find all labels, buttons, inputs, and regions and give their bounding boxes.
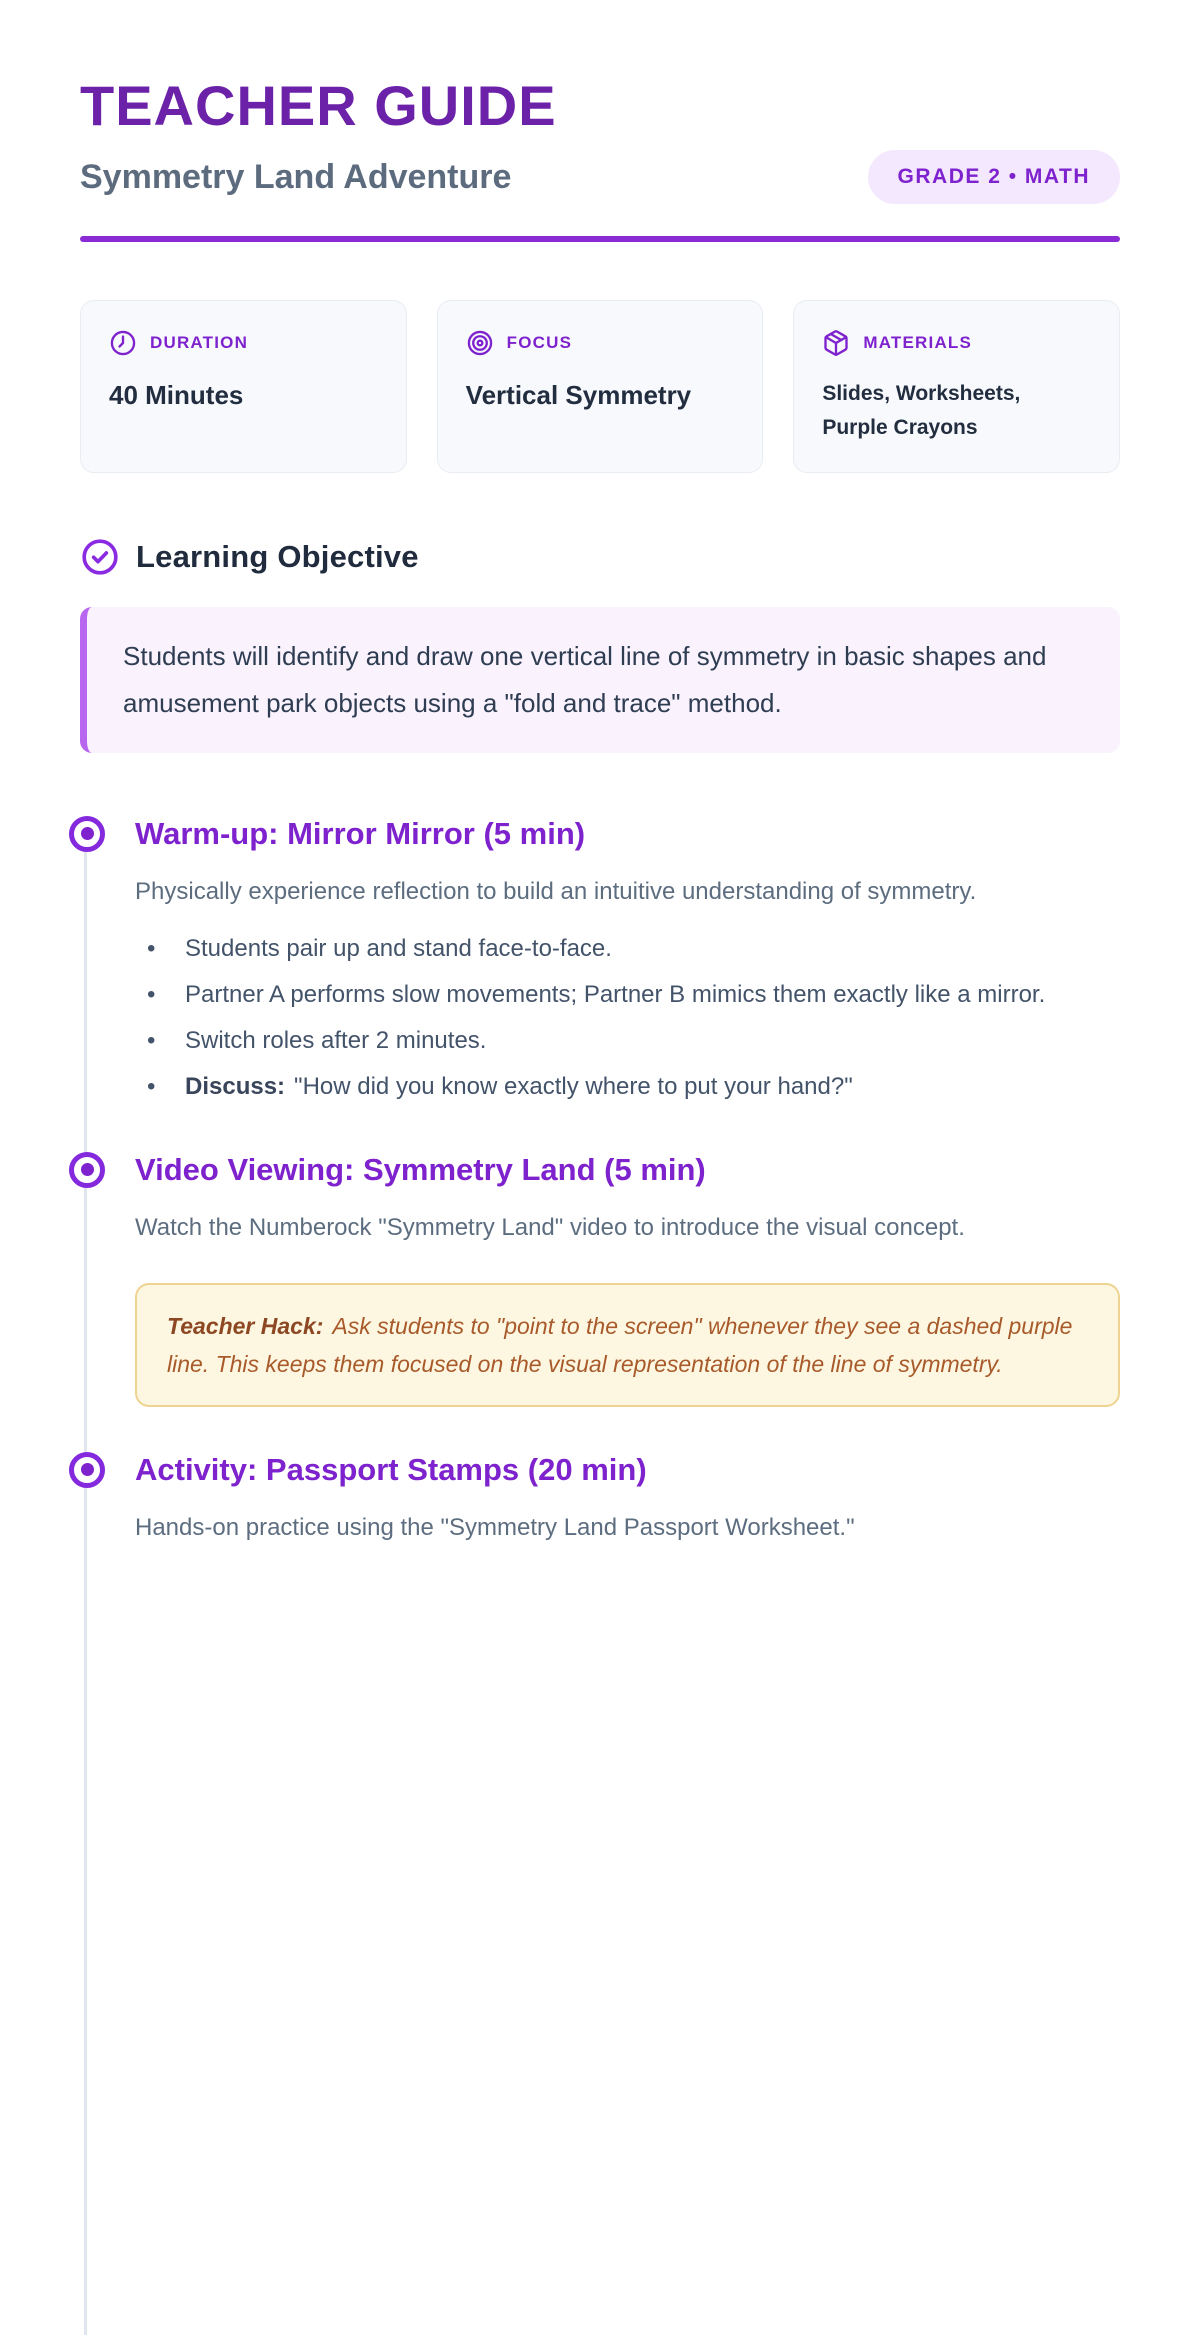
target-icon [466, 329, 494, 357]
materials-value: Slides, Worksheets, Purple Crayons [822, 382, 1021, 439]
check-circle-icon [80, 537, 120, 577]
focus-card-header [466, 329, 735, 357]
section-warm-up [80, 815, 1120, 1107]
duration-card [80, 300, 407, 473]
lesson-subtitle: Symmetry Land Adventure [80, 157, 512, 196]
timeline-marker-icon [69, 1152, 105, 1188]
list-item: • Students pair up and stand face-to-face. [147, 929, 1120, 969]
list-item: • Discuss: "How did you know exactly where to put your hand?" [147, 1067, 1120, 1107]
learning-objective-box [80, 607, 1120, 753]
marker-dot [81, 827, 94, 840]
learning-objective-title: Learning Objective [136, 539, 419, 575]
warm-up-description: Physically experience reflection to build an intuitive understanding of symmetry. [135, 877, 977, 905]
clock-icon [109, 329, 137, 357]
header-divider [80, 236, 1120, 242]
activity-title: Activity: Passport Stamps (20 min) [135, 1451, 647, 1487]
focus-value: Vertical Symmetry [465, 380, 692, 410]
learning-objective-header [80, 537, 1120, 577]
video-viewing-description: Watch the Numberock "Symmetry Land" video to introduce the visual concept. [135, 1213, 965, 1241]
materials-card [793, 300, 1120, 473]
info-cards-row [80, 300, 1120, 473]
lesson-timeline [80, 815, 1120, 1543]
marker-dot [81, 1163, 94, 1176]
header-subtitle-row [80, 150, 1120, 204]
materials-label: MATERIALS [863, 333, 973, 352]
learning-objective-text: Students will identify and draw one vertical line of symmetry in basic shapes and amusement park objects using a "fold and trace" method. [123, 641, 1047, 718]
video-viewing-title: Video Viewing: Symmetry Land (5 min) [135, 1151, 706, 1187]
teacher-hack-callout [135, 1283, 1120, 1407]
section-activity [80, 1451, 1120, 1543]
grade-subject-badge: GRADE 2 • MATH [868, 150, 1120, 204]
timeline-marker-icon [69, 1452, 105, 1488]
teacher-hack-label: Teacher Hack: [167, 1312, 324, 1339]
duration-card-header [109, 329, 378, 357]
timeline-marker-icon [69, 816, 105, 852]
section-video-viewing [80, 1151, 1120, 1407]
focus-label: FOCUS [506, 333, 573, 352]
focus-card [437, 300, 764, 473]
warm-up-title: Warm-up: Mirror Mirror (5 min) [135, 815, 586, 851]
duration-value: 40 Minutes [109, 380, 244, 410]
activity-description: Hands-on practice using the "Symmetry Land Passport Worksheet." [135, 1513, 855, 1541]
materials-card-header [822, 329, 1091, 357]
warm-up-steps [135, 929, 1120, 1107]
list-item: • Partner A performs slow movements; Partner B mimics them exactly like a mirror. [147, 975, 1120, 1015]
package-icon [822, 329, 850, 357]
teacher-hack-text: Ask students to "point to the screen" whenever they see a dashed purple line. This keeps them focused on the visual representation of the line of symmetry. [167, 1312, 1073, 1377]
list-item: • Switch roles after 2 minutes. [147, 1021, 1120, 1061]
marker-dot [81, 1463, 94, 1476]
page-title: TEACHER GUIDE [80, 74, 557, 137]
duration-label: DURATION [150, 333, 249, 352]
